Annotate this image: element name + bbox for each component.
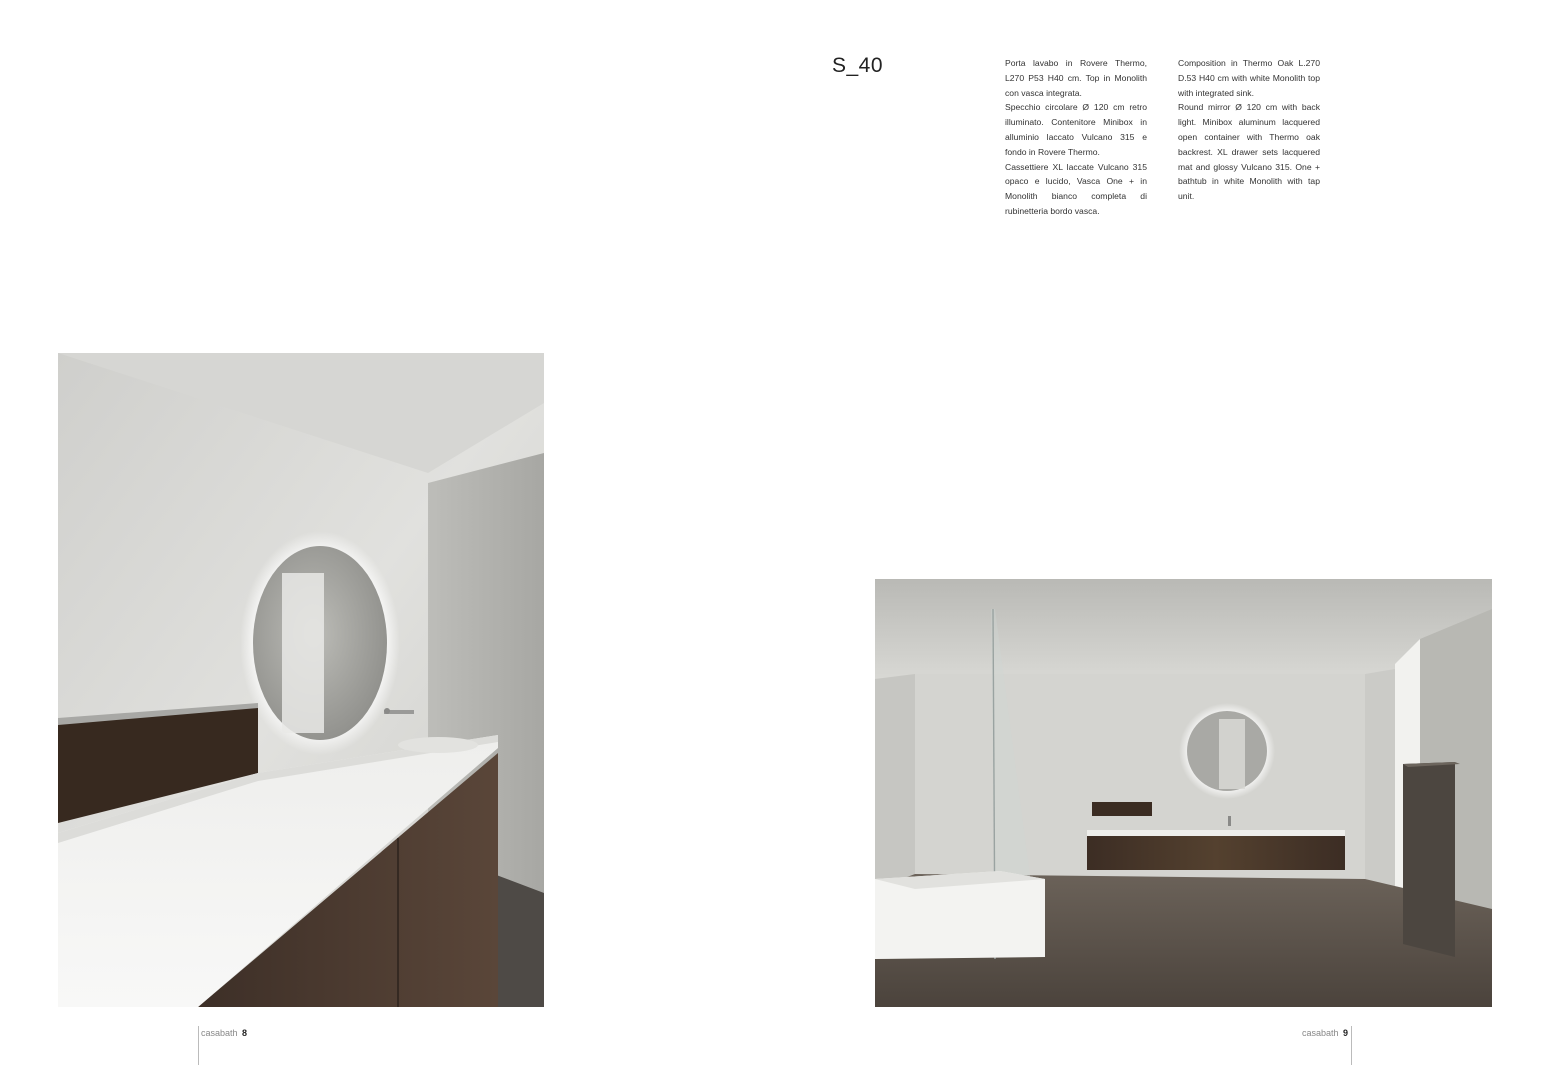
description-italian-p1: Porta lavabo in Rovere Thermo, L270 P53 H40 cm. Top in Monolith con vasca integrata. (1005, 58, 1147, 98)
description-italian (1005, 56, 1147, 219)
description-italian-p2: Specchio circolare Ø 120 cm retro illuminato. Contenitore Minibox in alluminio laccato Vulcano 315 e fondo in Rovere Thermo. (1005, 102, 1147, 157)
footer-left (201, 1028, 247, 1038)
footer-divider-right (1351, 1026, 1352, 1065)
footer-brand-right: casabath (1301, 1028, 1339, 1038)
vanity-closeup-photo (58, 353, 544, 1007)
footer-divider-left (198, 1026, 199, 1065)
description-english-p1: Composition in Thermo Oak L.270 D.53 H40 cm with white Monolith top with integrated sink. (1178, 58, 1320, 98)
description-italian-p3: Cassettiere XL laccate Vulcano 315 opaco e lucido, Vasca One + in Monolith bianco completa di rubinetteria bordo vasca. (1005, 161, 1147, 216)
footer-right (1302, 1028, 1348, 1038)
page-number-right: 9 (1342, 1028, 1348, 1038)
model-code: S_40 (832, 54, 884, 77)
bathroom-overview-photo (875, 579, 1492, 1007)
footer-brand-left: casabath (201, 1028, 238, 1038)
description-english (1178, 56, 1320, 204)
page-number-left: 8 (242, 1028, 248, 1038)
description-english-p2: Round mirror Ø 120 cm with back light. Minibox aluminum lacquered open container with Thermo oak backrest. XL drawer sets lacquered mat and glossy Vulcano 315. One + bathtub in white Monolith with tap unit. (1178, 102, 1320, 202)
